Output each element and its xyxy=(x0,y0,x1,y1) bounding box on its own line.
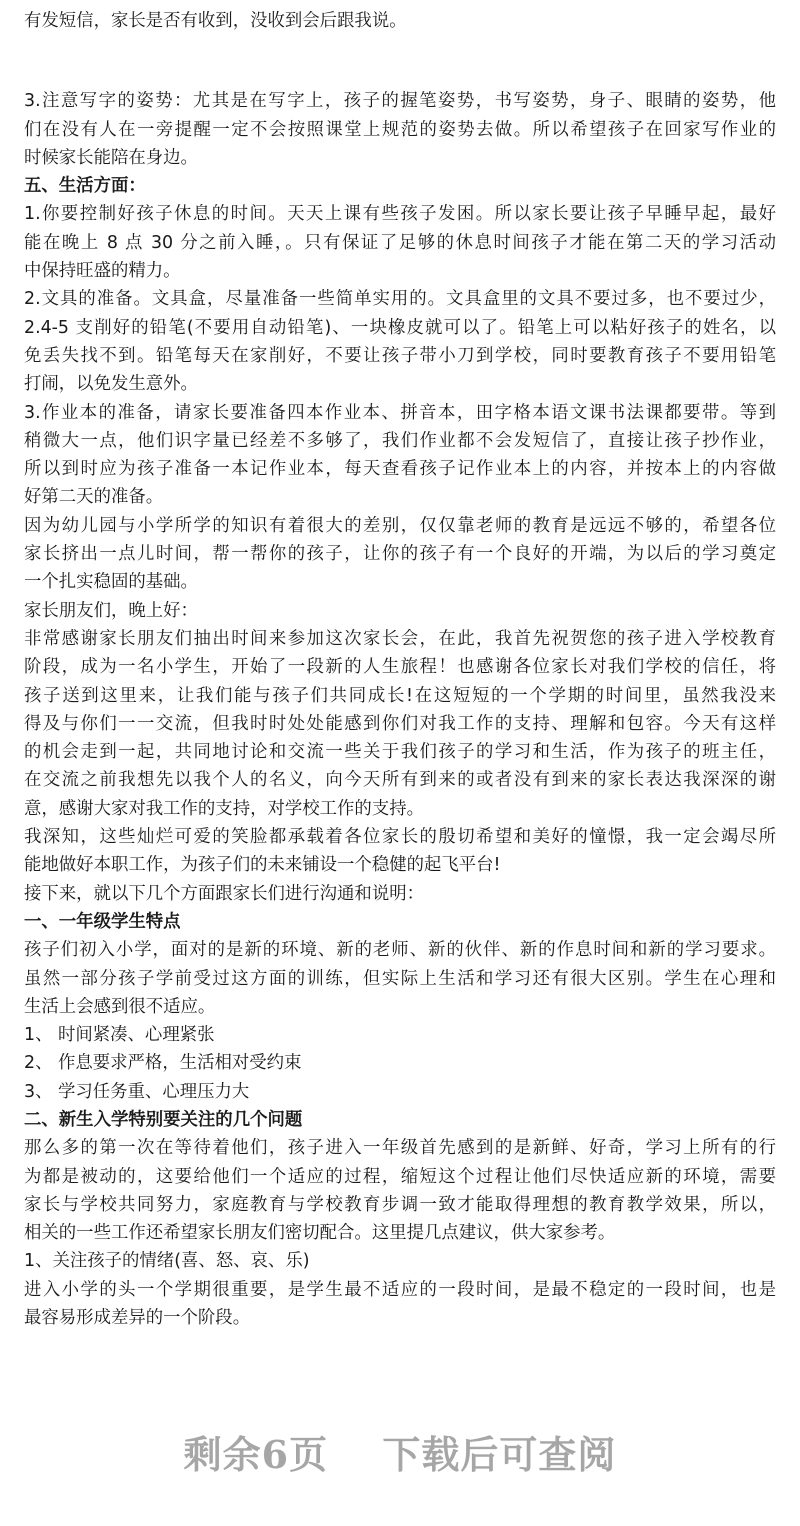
remaining-pages-text: 剩余6页 xyxy=(183,1432,329,1477)
paragraph xyxy=(24,880,776,908)
blank-gap xyxy=(24,35,776,87)
text-line: 们在没有人在一旁提醒一定不会按照课堂上规范的姿势去做。所以希望孩子在回家写作业的 xyxy=(24,119,776,140)
paragraph xyxy=(24,625,776,823)
text-line: 所以到时应为孩子准备一本记作业本，每天查看孩子记作业本上的内容，并按本上的内容做 xyxy=(24,459,776,480)
text-line: 接下来，就以下几个方面跟家长们进行沟通和说明： xyxy=(24,883,424,904)
text-line: 3、 学习任务重、心理压力大 xyxy=(24,1081,250,1102)
paragraph xyxy=(24,936,776,1021)
download-prompt[interactable] xyxy=(0,1424,800,1479)
text-line: 意，感谢大家对我工作的支持，对学校工作的支持。 xyxy=(24,798,424,819)
paragraph xyxy=(24,1049,776,1077)
text-line: 有发短信，家长是否有收到，没收到会后跟我说。 xyxy=(24,11,407,31)
text-line: 家长朋友们，晚上好： xyxy=(24,600,198,621)
text-line: 稍微大一点，他们识字量已经差不多够了，我们作业都不会发短信了，直接让孩子抄作业， xyxy=(24,430,776,451)
text-line: 虽然一部分孩子学前受过这方面的训练，但实际上生活和学习还有很大区别。学生在心理和 xyxy=(24,968,776,989)
text-line: 进入小学的头一个学期很重要，是学生最不适应的一段时间，是最不稳定的一段时间，也是 xyxy=(24,1279,776,1300)
paragraph xyxy=(24,1247,776,1275)
text-line: 2.4-5 支削好的铅笔(不要用自动铅笔)、一块橡皮就可以了。铅笔上可以粘好孩子的姓名，以 xyxy=(24,317,776,338)
text-line: 打闹，以免发生意外。 xyxy=(24,374,198,395)
text-line: 的机会走到一起，共同地讨论和交流一些关于我们孩子的学习和生活，作为孩子的班主任， xyxy=(24,742,776,763)
section-heading xyxy=(24,172,776,200)
paragraph xyxy=(24,1276,776,1333)
text-line: 孩子送到这里来，让我们能与孩子们共同成长!在这短短的一个学期的时间里，虽然我没来 xyxy=(24,685,776,706)
text-line: 那么多的第一次在等待着他们，孩子进入一年级首先感到的是新鲜、好奇，学习上所有的行 xyxy=(24,1138,776,1159)
text-line: 能在晚上 8 点 30 分之前入睡，。只有保证了足够的休息时间孩子才能在第二天的学习活动 xyxy=(24,232,776,253)
text-line: 在交流之前我想先以我个人的名义，向今天所有到来的或者没有到来的家长表达我深深的谢 xyxy=(24,770,776,791)
text-line: 1.你要控制好孩子休息的时间。天天上课有些孩子发困。所以家长要让孩子早睡早起，最好 xyxy=(24,204,776,225)
text-line: 二、新生入学特别要关注的几个问题 xyxy=(24,1109,303,1130)
paragraph xyxy=(24,1021,776,1049)
section-heading xyxy=(24,1106,776,1134)
text-line: 相关的一些工作还希望家长朋友们密切配合。这里提几点建议，供大家参考。 xyxy=(24,1223,616,1244)
text-line: 阶段，成为一名小学生，开始了一段新的人生旅程！也感谢各位家长对我们学校的信任，将 xyxy=(24,657,776,678)
text-line: 孩子们初入小学，面对的是新的环境、新的老师、新的伙伴、新的作息时间和新的学习要求。 xyxy=(24,940,776,961)
text-line: 时候家长能陪在身边。 xyxy=(24,147,198,168)
paragraph xyxy=(24,399,776,512)
section-heading xyxy=(24,908,776,936)
text-line: 生活上会感到很不适应。 xyxy=(24,996,216,1017)
text-line: 3.注意写字的姿势：尤其是在写字上，孩子的握笔姿势，书写姿势，身子、眼睛的姿势，他 xyxy=(24,91,776,112)
text-line: 一个扎实稳固的基础。 xyxy=(24,572,198,593)
text-line: 2.文具的准备。文具盒，尽量准备一些简单实用的。文具盒里的文具不要过多，也不要过少， xyxy=(24,289,776,310)
text-line: 最容易形成差异的一个阶段。 xyxy=(24,1308,251,1329)
document-body xyxy=(24,7,776,1332)
paragraph xyxy=(24,200,776,285)
paragraph-list xyxy=(24,87,776,1332)
paragraph xyxy=(24,597,776,625)
text-line: 能地做好本职工作，为孩子们的未来铺设一个稳健的起飞平台! xyxy=(24,855,501,876)
text-line: 家长与学校共同努力，家庭教育与学校教育步调一致才能取得理想的教育教学效果，所以， xyxy=(24,1194,776,1215)
text-line: 1、 时间紧凑、心理紧张 xyxy=(24,1025,215,1046)
paragraph xyxy=(24,1078,776,1106)
paragraph xyxy=(24,1134,776,1247)
download-to-view-text[interactable]: 下载后可查阅 xyxy=(382,1432,617,1477)
text-line: 为都是被动的，这要给他们一个适应的过程，缩短这个过程让他们尽快适应新的环境，需要 xyxy=(24,1166,776,1187)
paragraph-top xyxy=(24,7,776,35)
text-line: 一、一年级学生特点 xyxy=(24,911,181,932)
paragraph xyxy=(24,7,776,35)
paragraph xyxy=(24,823,776,880)
text-line: 非常感谢家长朋友们抽出时间来参加这次家长会，在此，我首先祝贺您的孩子进入学校教育 xyxy=(24,628,776,649)
text-line: 五、生活方面： xyxy=(24,176,146,197)
text-line: 中保持旺盛的精力。 xyxy=(24,261,181,282)
text-line: 我深知，这些灿烂可爱的笑脸都承载着各位家长的殷切希望和美好的憧憬，我一定会竭尽所 xyxy=(24,827,776,848)
text-line: 得及与你们一一交流，但我时时处处能感到你们对我工作的支持、理解和包容。今天有这样 xyxy=(24,713,776,734)
text-line: 好第二天的准备。 xyxy=(24,487,164,508)
text-line: 免丢失找不到。铅笔每天在家削好，不要让孩子带小刀到学校，同时要教育孩子不要用铅笔 xyxy=(24,345,776,366)
text-line: 1、关注孩子的情绪(喜、怒、哀、乐) xyxy=(24,1251,310,1272)
paragraph xyxy=(24,87,776,172)
text-line: 因为幼儿园与小学所学的知识有着很大的差别，仅仅靠老师的教育是远远不够的，希望各位 xyxy=(24,515,776,536)
text-line: 2、 作息要求严格，生活相对受约束 xyxy=(24,1053,302,1074)
paragraph xyxy=(24,285,776,398)
text-line: 3.作业本的准备，请家长要准备四本作业本、拼音本，田字格本语文课书法课都要带。等到 xyxy=(24,402,776,423)
text-line: 家长挤出一点儿时间，帮一帮你的孩子，让你的孩子有一个良好的开端，为以后的学习奠定 xyxy=(24,544,776,565)
paragraph xyxy=(24,512,776,597)
